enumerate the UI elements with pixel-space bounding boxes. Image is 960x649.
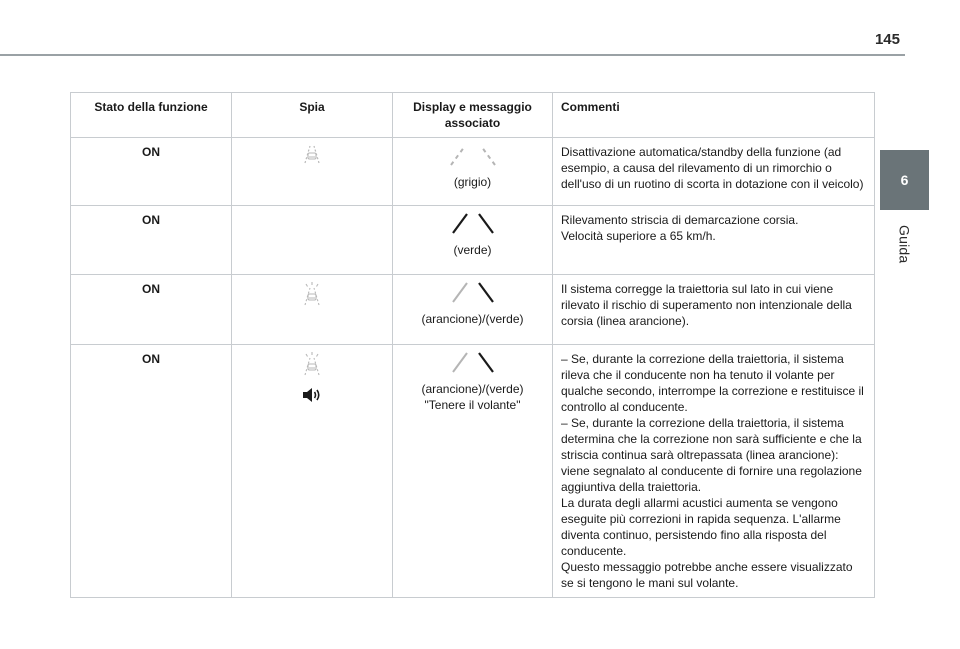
display-cell — [393, 275, 553, 345]
table-row — [71, 345, 875, 598]
lane-keeping-active-icon — [299, 281, 325, 307]
lane-lines-grey-icon — [445, 144, 501, 166]
spia-cell — [232, 345, 393, 598]
chapter-tab[interactable] — [880, 150, 929, 210]
lane-keeping-warning-icon — [300, 144, 324, 164]
header-display: Display e messaggio associato — [393, 93, 553, 138]
comment-line: Velocità superiore a 65 km/h. — [561, 229, 716, 243]
comment-line: Il sistema corregge la traiettoria sul lato in cui viene rilevato il rischio di superamento non intenzionale della corsia (linea arancione). — [561, 282, 852, 328]
comment-line: Rilevamento striscia di demarcazione corsia. — [561, 213, 799, 227]
page-number: 145 — [874, 31, 900, 48]
state-cell: ON — [71, 345, 232, 598]
state-cell: ON — [71, 275, 232, 345]
chapter-number: 6 — [900, 172, 909, 188]
comment-cell — [553, 138, 875, 206]
display-color-text: (arancione)/(verde) — [421, 382, 524, 396]
spia-cell — [232, 275, 393, 345]
table-row — [71, 138, 875, 206]
table-row — [71, 275, 875, 345]
lane-lines-green-icon — [445, 212, 501, 234]
display-color-text: (verde) — [453, 243, 492, 257]
table-row — [71, 206, 875, 275]
header-rule — [0, 54, 905, 56]
lane-lines-orange-green-icon — [445, 281, 501, 303]
comment-line: – Se, durante la correzione della traiettoria, il sistema rileva che il conducente non ha tenuto il volante per qualche secondo, interrompe la correzione e restituisce il controllo al conducente. — [561, 352, 864, 414]
chapter-label — [880, 214, 929, 274]
display-message-text: "Tenere il volante" — [424, 398, 521, 412]
comment-cell — [553, 275, 875, 345]
table-header-row — [71, 93, 875, 138]
display-cell — [393, 138, 553, 206]
chapter-title: Guida — [896, 224, 913, 264]
lane-lines-orange-green-icon — [445, 351, 501, 373]
display-color-text: (arancione)/(verde) — [421, 312, 524, 326]
state-cell: ON — [71, 206, 232, 275]
header-comments: Commenti — [553, 93, 875, 138]
display-cell — [393, 206, 553, 275]
display-color-text: (grigio) — [453, 175, 492, 189]
spia-cell — [232, 206, 393, 275]
state-cell: ON — [71, 138, 232, 206]
header-state: Stato della funzione — [71, 93, 232, 138]
comment-line: – Se, durante la correzione della traiettoria, il sistema determina che la correzione non sarà sufficiente e che la striscia continua sarà oltrepassata (linea arancione): viene segnalato al conducente di fornire una regolazione aggiuntiva della traiettoria. — [561, 416, 862, 494]
comment-cell — [553, 345, 875, 598]
header-spia: Spia — [232, 93, 393, 138]
comment-cell — [553, 206, 875, 275]
display-cell — [393, 345, 553, 598]
spia-cell — [232, 138, 393, 206]
comment-line: La durata degli allarmi acustici aumenta se vengono eseguite più correzioni in rapida sequenza. L'allarme diventa continuo, persistendo fino alla risposta del conducente. — [561, 496, 841, 558]
comment-line: Questo messaggio potrebbe anche essere visualizzato se si tengono le mani sul volante. — [561, 560, 853, 590]
lane-keeping-active-icon — [299, 351, 325, 377]
speaker-sound-icon — [302, 387, 322, 403]
lane-assist-status-table — [70, 92, 875, 598]
comment-line: Disattivazione automatica/standby della funzione (ad esempio, a causa del rilevamento di un rimorchio o dell'uso di un ruotino di scorta in dotazione con il veicolo) — [561, 145, 864, 191]
